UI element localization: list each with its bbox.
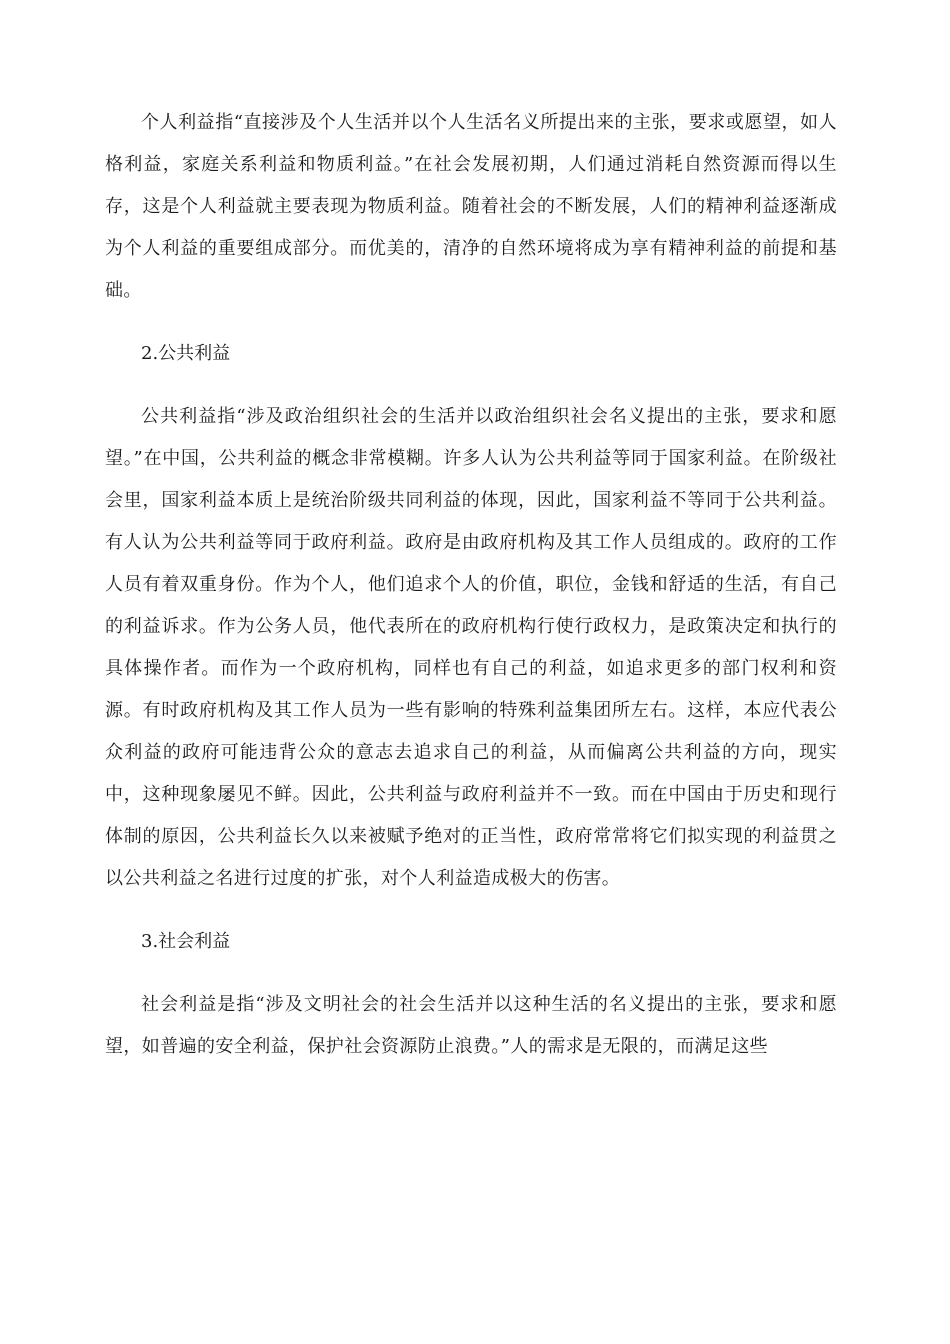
paragraph-spacer xyxy=(105,312,837,333)
paragraph-spacer xyxy=(105,963,837,984)
section-heading-public-interest: 2.公共利益 xyxy=(141,343,231,364)
paragraph-public-interest: 公共利益指“涉及政治组织社会的生活并以政治组织社会名义提出的主张，要求和愿望。”在中国，公共利益的概念非常模糊。许多人认为公共利益等同于国家利益。在阶级社会里，国家利益本质上是统治阶级共同利益的体现，因此，国家利益不等同于公共利益。有人认为公共利益等同于政府利益。政府是由政府机构及其工作人员组成的。政府的工作人员有着双重身份。作为个人，他们追求个人的价值，职位，金钱和舒适的生活，有自己的利益诉求。作为公务人员，他代表所在的政府机构行使行政权力，是政策决定和执行的具体操作者。而作为一个政府机构，同样也有自己的利益，如追求更多的部门权利和资源。有时政府机构及其工作人员为一些有影响的特殊利益集团所左右。这样，本应代表公众利益的政府可能违背公众的意志去追求自己的利益，从而偏离公共利益的方向，现实中，这种现象屡见不鲜。因此，公共利益与政府利益并不一致。而在中国由于历史和现行体制的原因，公共利益长久以来被赋予绝对的正当性，政府常常将它们拟实现的利益贯之以公共利益之名进行过度的扩张，对个人利益造成极大的伤害。 xyxy=(105,406,837,889)
document-page xyxy=(105,102,837,1068)
paragraph-personal-interest: 个人利益指“直接涉及个人生活并以个人生活名义所提出来的主张，要求或愿望，如人格利益，家庭关系利益和物质利益。”在社会发展初期，人们通过消耗自然资源而得以生存，这是个人利益就主要表现为物质利益。随着社会的不断发展，人们的精神利益逐渐成为个人利益的重要组成部分。而优美的，清净的自然环境将成为享有精神利益的前提和基础。 xyxy=(105,112,837,301)
paragraph-spacer xyxy=(105,900,837,921)
paragraph-spacer xyxy=(105,375,837,396)
paragraph-social-interest: 社会利益是指“涉及文明社会的社会生活并以这种生活的名义提出的主张，要求和愿望，如普遍的安全利益，保护社会资源防止浪费。”人的需求是无限的，而满足这些 xyxy=(105,994,837,1057)
section-heading-social-interest: 3.社会利益 xyxy=(141,931,231,952)
